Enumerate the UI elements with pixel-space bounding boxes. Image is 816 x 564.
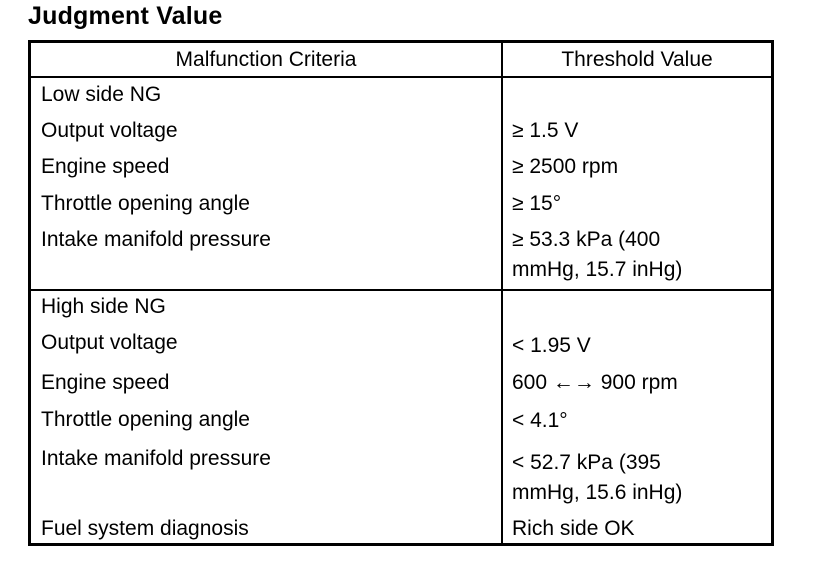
header-divider	[31, 76, 771, 78]
high-value-throttle: < 4.1°	[512, 409, 568, 432]
low-value-output-voltage: ≥ 1.5 V	[512, 119, 579, 142]
high-value-intake-pressure: < 52.7 kPa (395	[512, 451, 661, 474]
low-criteria-intake-pressure: Intake manifold pressure	[41, 228, 271, 251]
low-criteria-engine-speed: Engine speed	[41, 155, 170, 178]
high-value-intake-pressure-cont: mmHg, 15.6 inHg)	[512, 481, 683, 504]
high-criteria-output-voltage: Output voltage	[41, 331, 178, 354]
low-value-intake-pressure: ≥ 53.3 kPa (400	[512, 228, 661, 251]
low-side-heading: Low side NG	[41, 83, 162, 106]
high-value-fuel-system: Rich side OK	[512, 517, 635, 540]
low-value-throttle: ≥ 15°	[512, 192, 562, 215]
high-criteria-intake-pressure: Intake manifold pressure	[41, 447, 271, 470]
low-value-intake-pressure-cont: mmHg, 15.7 inHg)	[512, 258, 683, 281]
judgment-table	[28, 40, 774, 546]
page-title: Judgment Value	[28, 2, 223, 30]
low-value-engine-speed: ≥ 2500 rpm	[512, 155, 619, 178]
high-value-output-voltage: < 1.95 V	[512, 334, 591, 357]
high-criteria-fuel-system: Fuel system diagnosis	[41, 517, 249, 540]
high-criteria-throttle: Throttle opening angle	[41, 408, 250, 431]
header-threshold: Threshold Value	[561, 48, 713, 71]
high-side-heading: High side NG	[41, 295, 166, 318]
low-criteria-output-voltage: Output voltage	[41, 119, 178, 142]
section-divider	[31, 289, 771, 291]
column-divider	[501, 43, 503, 543]
low-criteria-throttle: Throttle opening angle	[41, 192, 250, 215]
header-criteria: Malfunction Criteria	[175, 48, 357, 71]
high-value-engine-speed: 600 ←→ 900 rpm	[512, 371, 678, 394]
high-criteria-engine-speed: Engine speed	[41, 371, 170, 394]
